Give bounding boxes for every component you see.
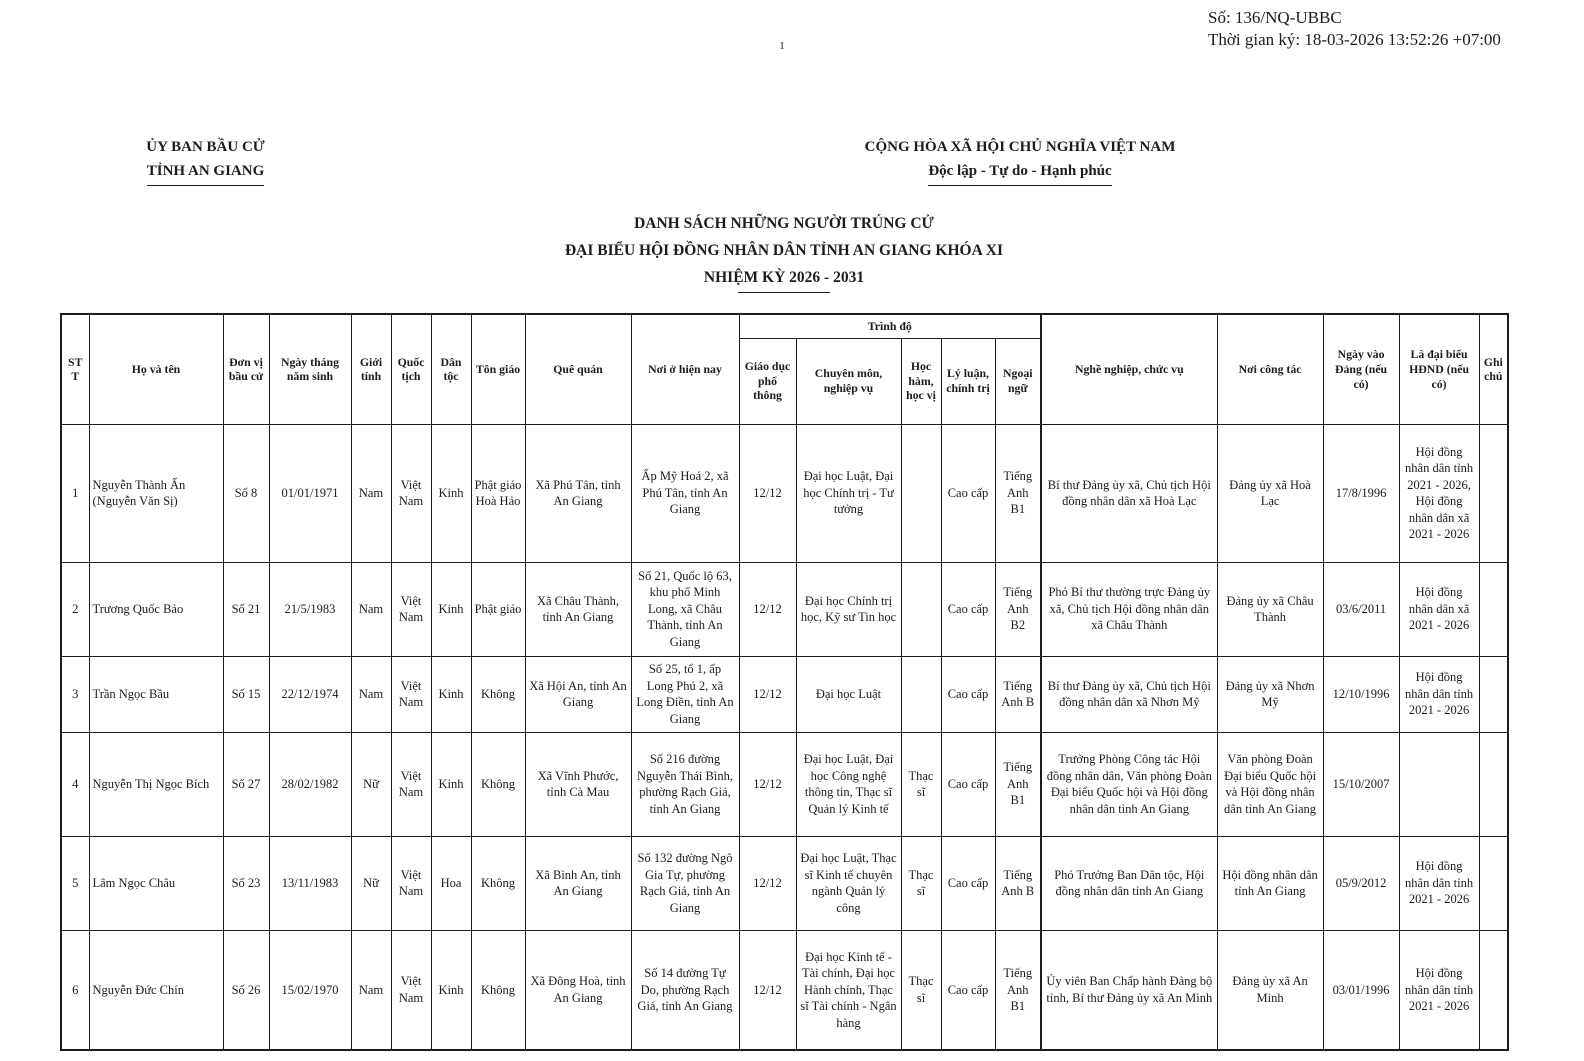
cell-don-vi-bau-cu: Số 26 bbox=[223, 930, 269, 1050]
cell-noi-cong-tac: Đảng ủy xã Nhơn Mỹ bbox=[1217, 656, 1323, 732]
cell-noi-o-hien-nay: Số 216 đường Nguyễn Thái Bình, phường Rạch Giá, tỉnh An Giang bbox=[631, 732, 739, 836]
cell-ly-luan-chinh-tri: Cao cấp bbox=[941, 424, 995, 562]
cell-la-dai-bieu-hdnd bbox=[1399, 732, 1479, 836]
cell-ho-va-ten: Lâm Ngọc Châu bbox=[89, 836, 223, 930]
cell-ly-luan-chinh-tri: Cao cấp bbox=[941, 732, 995, 836]
table-row bbox=[61, 930, 1508, 1050]
cell-quoc-tich: Việt Nam bbox=[391, 656, 431, 732]
title-line1: DANH SÁCH NHỮNG NGƯỜI TRÚNG CỬ bbox=[634, 215, 934, 232]
cell-gioi-tinh: Nam bbox=[351, 562, 391, 656]
cell-giao-duc-pho-thong: 12/12 bbox=[739, 656, 796, 732]
signature-time: Thời gian ký: 18-03-2026 13:52:26 +07:00 bbox=[1208, 30, 1501, 50]
cell-giao-duc-pho-thong: 12/12 bbox=[739, 836, 796, 930]
cell-ngay-vao-dang: 05/9/2012 bbox=[1323, 836, 1399, 930]
cell-dan-toc: Hoa bbox=[431, 836, 471, 930]
cell-ngay-sinh: 22/12/1974 bbox=[269, 656, 351, 732]
cell-hoc-ham-hoc-vi: Thạc sĩ bbox=[901, 836, 941, 930]
cell-noi-cong-tac: Đảng ủy xã Châu Thành bbox=[1217, 562, 1323, 656]
cell-que-quan: Xã Phú Tân, tỉnh An Giang bbox=[525, 424, 631, 562]
cell-ngay-vao-dang: 17/8/1996 bbox=[1323, 424, 1399, 562]
title-line2: ĐẠI BIỂU HỘI ĐỒNG NHÂN DÂN TỈNH AN GIANG KHÓA XI bbox=[564, 242, 1004, 259]
cell-chuyen-mon: Đại học Luật bbox=[796, 656, 901, 732]
cell-ngay-vao-dang: 15/10/2007 bbox=[1323, 732, 1399, 836]
cell-nghe-nghiep: Ủy viên Ban Chấp hành Đảng bộ tỉnh, Bí thư Đảng ủy xã An Minh bbox=[1041, 930, 1217, 1050]
cell-quoc-tich: Việt Nam bbox=[391, 836, 431, 930]
cell-la-dai-bieu-hdnd: Hội đồng nhân dân tỉnh 2021 - 2026 bbox=[1399, 656, 1479, 732]
header-la-dai-bieu-hdnd: Là đại biểu HĐND (nếu có) bbox=[1399, 314, 1479, 424]
table-row bbox=[61, 732, 1508, 836]
cell-ghi-chu bbox=[1479, 656, 1508, 732]
cell-nghe-nghiep: Trưởng Phòng Công tác Hội đồng nhân dân, Văn phòng Đoàn Đại biểu Quốc hội và Hội đồng nhân dân tỉnh An Giang bbox=[1041, 732, 1217, 836]
cell-noi-o-hien-nay: Số 25, tổ 1, ấp Long Phú 2, xã Long Điền, tỉnh An Giang bbox=[631, 656, 739, 732]
cell-stt: 2 bbox=[61, 562, 89, 656]
header-nghe-nghiep: Nghề nghiệp, chức vụ bbox=[1041, 314, 1217, 424]
cell-la-dai-bieu-hdnd: Hội đồng nhân dân tỉnh 2021 - 2026, Hội đồng nhân dân xã 2021 - 2026 bbox=[1399, 424, 1479, 562]
document-number: Số: 136/NQ-UBBC bbox=[1208, 8, 1342, 27]
cell-ton-giao: Không bbox=[471, 656, 525, 732]
cell-don-vi-bau-cu: Số 8 bbox=[223, 424, 269, 562]
cell-gioi-tinh: Nam bbox=[351, 424, 391, 562]
cell-ton-giao: Không bbox=[471, 732, 525, 836]
cell-ly-luan-chinh-tri: Cao cấp bbox=[941, 930, 995, 1050]
title-underline bbox=[738, 292, 830, 293]
signature-info bbox=[1208, 7, 1501, 51]
cell-la-dai-bieu-hdnd: Hội đồng nhân dân tỉnh 2021 - 2026 bbox=[1399, 930, 1479, 1050]
cell-ngoai-ngu: Tiếng Anh B1 bbox=[995, 732, 1041, 836]
cell-ly-luan-chinh-tri: Cao cấp bbox=[941, 562, 995, 656]
header-stt: STT bbox=[61, 314, 89, 424]
header-ngoai-ngu: Ngoại ngữ bbox=[995, 338, 1041, 424]
cell-noi-o-hien-nay: Số 21, Quốc lộ 63, khu phố Minh Long, xã Châu Thành, tỉnh An Giang bbox=[631, 562, 739, 656]
national-motto-line1: CỘNG HÒA XÃ HỘI CHỦ NGHĨA VIỆT NAM bbox=[864, 139, 1176, 155]
cell-stt: 1 bbox=[61, 424, 89, 562]
cell-ho-va-ten: Nguyễn Đức Chín bbox=[89, 930, 223, 1050]
cell-quoc-tich: Việt Nam bbox=[391, 424, 431, 562]
national-motto-line2: Độc lập - Tự do - Hạnh phúc bbox=[928, 159, 1111, 186]
cell-stt: 3 bbox=[61, 656, 89, 732]
cell-giao-duc-pho-thong: 12/12 bbox=[739, 732, 796, 836]
letterhead-national bbox=[820, 135, 1220, 186]
cell-noi-o-hien-nay: Ấp Mỹ Hoá 2, xã Phú Tân, tỉnh An Giang bbox=[631, 424, 739, 562]
cell-nghe-nghiep: Phó Trưởng Ban Dân tộc, Hội đồng nhân dân tỉnh An Giang bbox=[1041, 836, 1217, 930]
cell-don-vi-bau-cu: Số 21 bbox=[223, 562, 269, 656]
cell-giao-duc-pho-thong: 12/12 bbox=[739, 930, 796, 1050]
cell-ly-luan-chinh-tri: Cao cấp bbox=[941, 836, 995, 930]
cell-la-dai-bieu-hdnd: Hội đồng nhân dân xã 2021 - 2026 bbox=[1399, 562, 1479, 656]
cell-ngoai-ngu: Tiếng Anh B bbox=[995, 836, 1041, 930]
cell-ngoai-ngu: Tiếng Anh B2 bbox=[995, 562, 1041, 656]
cell-ngay-vao-dang: 12/10/1996 bbox=[1323, 656, 1399, 732]
cell-que-quan: Xã Châu Thành, tỉnh An Giang bbox=[525, 562, 631, 656]
header-ngay-sinh: Ngày tháng năm sinh bbox=[269, 314, 351, 424]
cell-ghi-chu bbox=[1479, 836, 1508, 930]
cell-ngay-vao-dang: 03/01/1996 bbox=[1323, 930, 1399, 1050]
cell-noi-cong-tac: Hội đồng nhân dân tỉnh An Giang bbox=[1217, 836, 1323, 930]
cell-ho-va-ten: Nguyễn Thị Ngọc Bích bbox=[89, 732, 223, 836]
cell-ghi-chu bbox=[1479, 732, 1508, 836]
cell-ghi-chu bbox=[1479, 424, 1508, 562]
cell-nghe-nghiep: Bí thư Đảng ủy xã, Chủ tịch Hội đồng nhân dân xã Hoà Lạc bbox=[1041, 424, 1217, 562]
cell-ton-giao: Không bbox=[471, 930, 525, 1050]
cell-hoc-ham-hoc-vi bbox=[901, 656, 941, 732]
header-dan-toc: Dân tộc bbox=[431, 314, 471, 424]
cell-don-vi-bau-cu: Số 15 bbox=[223, 656, 269, 732]
header-chuyen-mon: Chuyên môn, nghiệp vụ bbox=[796, 338, 901, 424]
cell-dan-toc: Kinh bbox=[431, 930, 471, 1050]
cell-ngay-sinh: 01/01/1971 bbox=[269, 424, 351, 562]
cell-dan-toc: Kinh bbox=[431, 732, 471, 836]
header-noi-o-hien-nay: Nơi ở hiện nay bbox=[631, 314, 739, 424]
cell-que-quan: Xã Vĩnh Phước, tỉnh Cà Mau bbox=[525, 732, 631, 836]
table-row bbox=[61, 424, 1508, 562]
cell-la-dai-bieu-hdnd: Hội đồng nhân dân tỉnh 2021 - 2026 bbox=[1399, 836, 1479, 930]
header-giao-duc-pho-thong: Giáo dục phổ thông bbox=[739, 338, 796, 424]
table-row bbox=[61, 656, 1508, 732]
table-row bbox=[61, 562, 1508, 656]
results-table-body bbox=[61, 424, 1508, 1050]
cell-chuyen-mon: Đại học Chính trị học, Kỹ sư Tin học bbox=[796, 562, 901, 656]
cell-quoc-tich: Việt Nam bbox=[391, 930, 431, 1050]
cell-stt: 4 bbox=[61, 732, 89, 836]
cell-chuyen-mon: Đại học Luật, Thạc sĩ Kinh tế chuyên ngành Quản lý công bbox=[796, 836, 901, 930]
header-ly-luan-chinh-tri: Lý luận, chính trị bbox=[941, 338, 995, 424]
cell-hoc-ham-hoc-vi bbox=[901, 424, 941, 562]
header-que-quan: Quê quán bbox=[525, 314, 631, 424]
cell-ton-giao: Phật giáo bbox=[471, 562, 525, 656]
cell-hoc-ham-hoc-vi: Thạc sĩ bbox=[901, 930, 941, 1050]
cell-ly-luan-chinh-tri: Cao cấp bbox=[941, 656, 995, 732]
cell-ghi-chu bbox=[1479, 562, 1508, 656]
cell-gioi-tinh: Nữ bbox=[351, 836, 391, 930]
cell-hoc-ham-hoc-vi: Thạc sĩ bbox=[901, 732, 941, 836]
cell-giao-duc-pho-thong: 12/12 bbox=[739, 424, 796, 562]
title-line3: NHIỆM KỲ 2026 - 2031 bbox=[703, 269, 865, 286]
elected-candidates-table bbox=[60, 313, 1509, 1051]
cell-ton-giao: Không bbox=[471, 836, 525, 930]
cell-ngay-vao-dang: 03/6/2011 bbox=[1323, 562, 1399, 656]
header-quoc-tich: Quốc tịch bbox=[391, 314, 431, 424]
cell-quoc-tich: Việt Nam bbox=[391, 562, 431, 656]
cell-noi-o-hien-nay: Số 132 đường Ngô Gia Tự, phường Rạch Giá, tỉnh An Giang bbox=[631, 836, 739, 930]
cell-ngay-sinh: 21/5/1983 bbox=[269, 562, 351, 656]
cell-nghe-nghiep: Bí thư Đảng ủy xã, Chủ tịch Hội đồng nhân dân xã Nhơn Mỹ bbox=[1041, 656, 1217, 732]
cell-giao-duc-pho-thong: 12/12 bbox=[739, 562, 796, 656]
cell-stt: 5 bbox=[61, 836, 89, 930]
header-hoc-ham-hoc-vi: Học hàm, học vị bbox=[901, 338, 941, 424]
header-don-vi-bau-cu: Đơn vị bầu cử bbox=[223, 314, 269, 424]
cell-chuyen-mon: Đại học Luật, Đại học Công nghệ thông tin, Thạc sĩ Quản lý Kinh tế bbox=[796, 732, 901, 836]
cell-don-vi-bau-cu: Số 27 bbox=[223, 732, 269, 836]
cell-que-quan: Xã Đông Hoà, tỉnh An Giang bbox=[525, 930, 631, 1050]
cell-ho-va-ten: Trương Quốc Bảo bbox=[89, 562, 223, 656]
page-number: 1 bbox=[779, 40, 785, 52]
cell-ho-va-ten: Trần Ngọc Bầu bbox=[89, 656, 223, 732]
document-title bbox=[0, 210, 1568, 293]
cell-don-vi-bau-cu: Số 23 bbox=[223, 836, 269, 930]
cell-stt: 6 bbox=[61, 930, 89, 1050]
cell-gioi-tinh: Nam bbox=[351, 930, 391, 1050]
header-ghi-chu: Ghi chú bbox=[1479, 314, 1508, 424]
header-ton-giao: Tôn giáo bbox=[471, 314, 525, 424]
cell-ngay-sinh: 13/11/1983 bbox=[269, 836, 351, 930]
cell-dan-toc: Kinh bbox=[431, 562, 471, 656]
cell-noi-cong-tac: Đảng ủy xã Hoà Lạc bbox=[1217, 424, 1323, 562]
cell-gioi-tinh: Nam bbox=[351, 656, 391, 732]
cell-ngoai-ngu: Tiếng Anh B bbox=[995, 656, 1041, 732]
issuer-name: ỦY BAN BẦU CỬ bbox=[146, 139, 265, 155]
cell-ton-giao: Phật giáo Hoà Hảo bbox=[471, 424, 525, 562]
cell-ghi-chu bbox=[1479, 930, 1508, 1050]
cell-hoc-ham-hoc-vi bbox=[901, 562, 941, 656]
cell-chuyen-mon: Đại học Kinh tế - Tài chính, Đại học Hành chính, Thạc sĩ Tài chính - Ngân hàng bbox=[796, 930, 901, 1050]
cell-que-quan: Xã Hội An, tỉnh An Giang bbox=[525, 656, 631, 732]
cell-dan-toc: Kinh bbox=[431, 424, 471, 562]
cell-ngoai-ngu: Tiếng Anh B1 bbox=[995, 424, 1041, 562]
cell-ngoai-ngu: Tiếng Anh B1 bbox=[995, 930, 1041, 1050]
header-ngay-vao-dang: Ngày vào Đảng (nếu có) bbox=[1323, 314, 1399, 424]
header-gioi-tinh: Giới tính bbox=[351, 314, 391, 424]
header-trinh-do-group: Trình độ bbox=[739, 314, 1041, 338]
cell-nghe-nghiep: Phó Bí thư thường trực Đảng ủy xã, Chủ tịch Hội đồng nhân dân xã Châu Thành bbox=[1041, 562, 1217, 656]
table-row bbox=[61, 836, 1508, 930]
cell-chuyen-mon: Đại học Luật, Đại học Chính trị - Tư tưởng bbox=[796, 424, 901, 562]
cell-noi-cong-tac: Đảng ủy xã An Minh bbox=[1217, 930, 1323, 1050]
cell-dan-toc: Kinh bbox=[431, 656, 471, 732]
cell-ngay-sinh: 15/02/1970 bbox=[269, 930, 351, 1050]
cell-gioi-tinh: Nữ bbox=[351, 732, 391, 836]
cell-ho-va-ten: Nguyễn Thành Ẩn (Nguyễn Văn Sị) bbox=[89, 424, 223, 562]
cell-noi-o-hien-nay: Số 14 đường Tự Do, phường Rạch Giá, tỉnh An Giang bbox=[631, 930, 739, 1050]
cell-ngay-sinh: 28/02/1982 bbox=[269, 732, 351, 836]
table-header bbox=[61, 314, 1508, 424]
header-noi-cong-tac: Nơi công tác bbox=[1217, 314, 1323, 424]
letterhead-issuer bbox=[88, 135, 323, 186]
header-ho-va-ten: Họ và tên bbox=[89, 314, 223, 424]
cell-que-quan: Xã Bình An, tỉnh An Giang bbox=[525, 836, 631, 930]
issuer-province: TỈNH AN GIANG bbox=[147, 159, 265, 186]
cell-noi-cong-tac: Văn phòng Đoàn Đại biểu Quốc hội và Hội đồng nhân dân tỉnh An Giang bbox=[1217, 732, 1323, 836]
cell-quoc-tich: Việt Nam bbox=[391, 732, 431, 836]
